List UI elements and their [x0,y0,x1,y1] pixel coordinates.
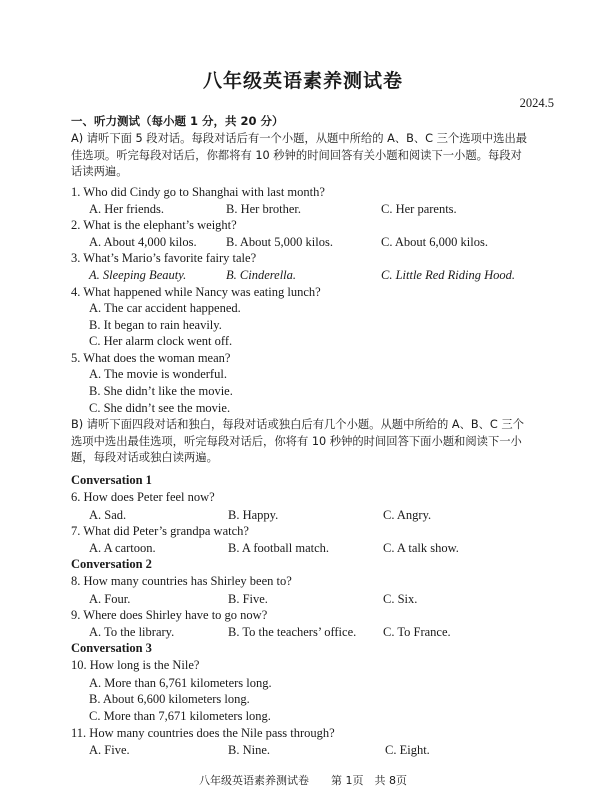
option-9b: B. To the teachers’ office. [228,625,357,639]
option-4a: A. The car accident happened. [89,301,241,315]
part-b-instructions: B) 请听下面四段对话和独白，每段对话或独白后有几个小题。从题中所给的 A、B、C 三个选项中选出最佳选项，听完每段对话后，你将有 10 秒钟的时间回答下面小题和阅读下一小题，每段对话或独白读两遍。 [71,418,524,465]
question-7: 7. What did Peter’s grandpa watch? [71,524,249,538]
option-4c: C. Her alarm clock went off. [89,334,233,348]
question-3: 3. What’s Mario’s favorite fairy tale? [71,251,257,265]
section-heading: 一、听力测试（每小题 1 分，共 20 分） [71,114,284,128]
option-8c: C. Six. [383,592,418,606]
question-2: 2. What is the elephant’s weight? [71,218,237,232]
question-4: 4. What happened while Nancy was eating lunch? [71,285,321,299]
option-5c: C. She didn’t see the movie. [89,401,231,415]
option-10b: B. About 6,600 kilometers long. [89,692,250,706]
option-7b: B. A football match. [228,541,330,555]
question-5: 5. What does the woman mean? [71,351,231,365]
option-5b: B. She didn’t like the movie. [89,384,233,398]
question-1: 1. Who did Cindy go to Shanghai with last month? [71,185,325,199]
option-8b: B. Five. [228,592,268,606]
option-1a: A. Her friends. [89,202,164,216]
option-6b: B. Happy. [228,508,279,522]
option-3c: C. Little Red Riding Hood. [381,268,516,282]
option-5a: A. The movie is wonderful. [89,367,227,381]
option-11c: C. Eight. [385,743,430,757]
question-8: 8. How many countries has Shirley been to? [71,574,292,588]
option-2b: B. About 5,000 kilos. [226,235,333,249]
page-footer: 八年级英语素养测试卷 第 1页 共 8页 [199,774,407,787]
conversation-3-heading: Conversation 3 [71,641,152,655]
option-1c: C. Her parents. [381,202,457,216]
option-9c: C. To France. [383,625,451,639]
option-3a: A. Sleeping Beauty. [89,268,187,282]
question-9: 9. Where does Shirley have to go now? [71,608,268,622]
option-4b: B. It began to rain heavily. [89,318,222,332]
part-a-instructions: A) 请听下面 5 段对话。每段对话后有一个小题，从题中所给的 A、B、C 三个选项中选出最佳选项。听完每段对话后，你都将有 10 秒钟的时间回答有关小题和阅读下一小题。每段对话读两遍。 [71,132,528,179]
option-7a: A. A cartoon. [89,541,156,555]
exam-date: 2024.5 [519,96,554,110]
option-9a: A. To the library. [89,625,175,639]
option-7c: C. A talk show. [383,541,459,555]
conversation-1-heading: Conversation 1 [71,473,152,487]
option-3b: B. Cinderella. [226,268,297,282]
option-2c: C. About 6,000 kilos. [381,235,488,249]
option-6c: C. Angry. [383,508,432,522]
question-11: 11. How many countries does the Nile pass through? [71,726,335,740]
option-11b: B. Nine. [228,743,271,757]
option-10c: C. More than 7,671 kilometers long. [89,709,271,723]
page-title: 八年级英语素养测试卷 [202,70,403,92]
option-8a: A. Four. [89,592,131,606]
option-1b: B. Her brother. [226,202,301,216]
option-2a: A. About 4,000 kilos. [89,235,197,249]
option-11a: A. Five. [89,743,130,757]
option-6a: A. Sad. [89,508,127,522]
question-6: 6. How does Peter feel now? [71,490,215,504]
option-10a: A. More than 6,761 kilometers long. [89,676,272,690]
conversation-2-heading: Conversation 2 [71,557,152,571]
question-10: 10. How long is the Nile? [71,658,200,672]
